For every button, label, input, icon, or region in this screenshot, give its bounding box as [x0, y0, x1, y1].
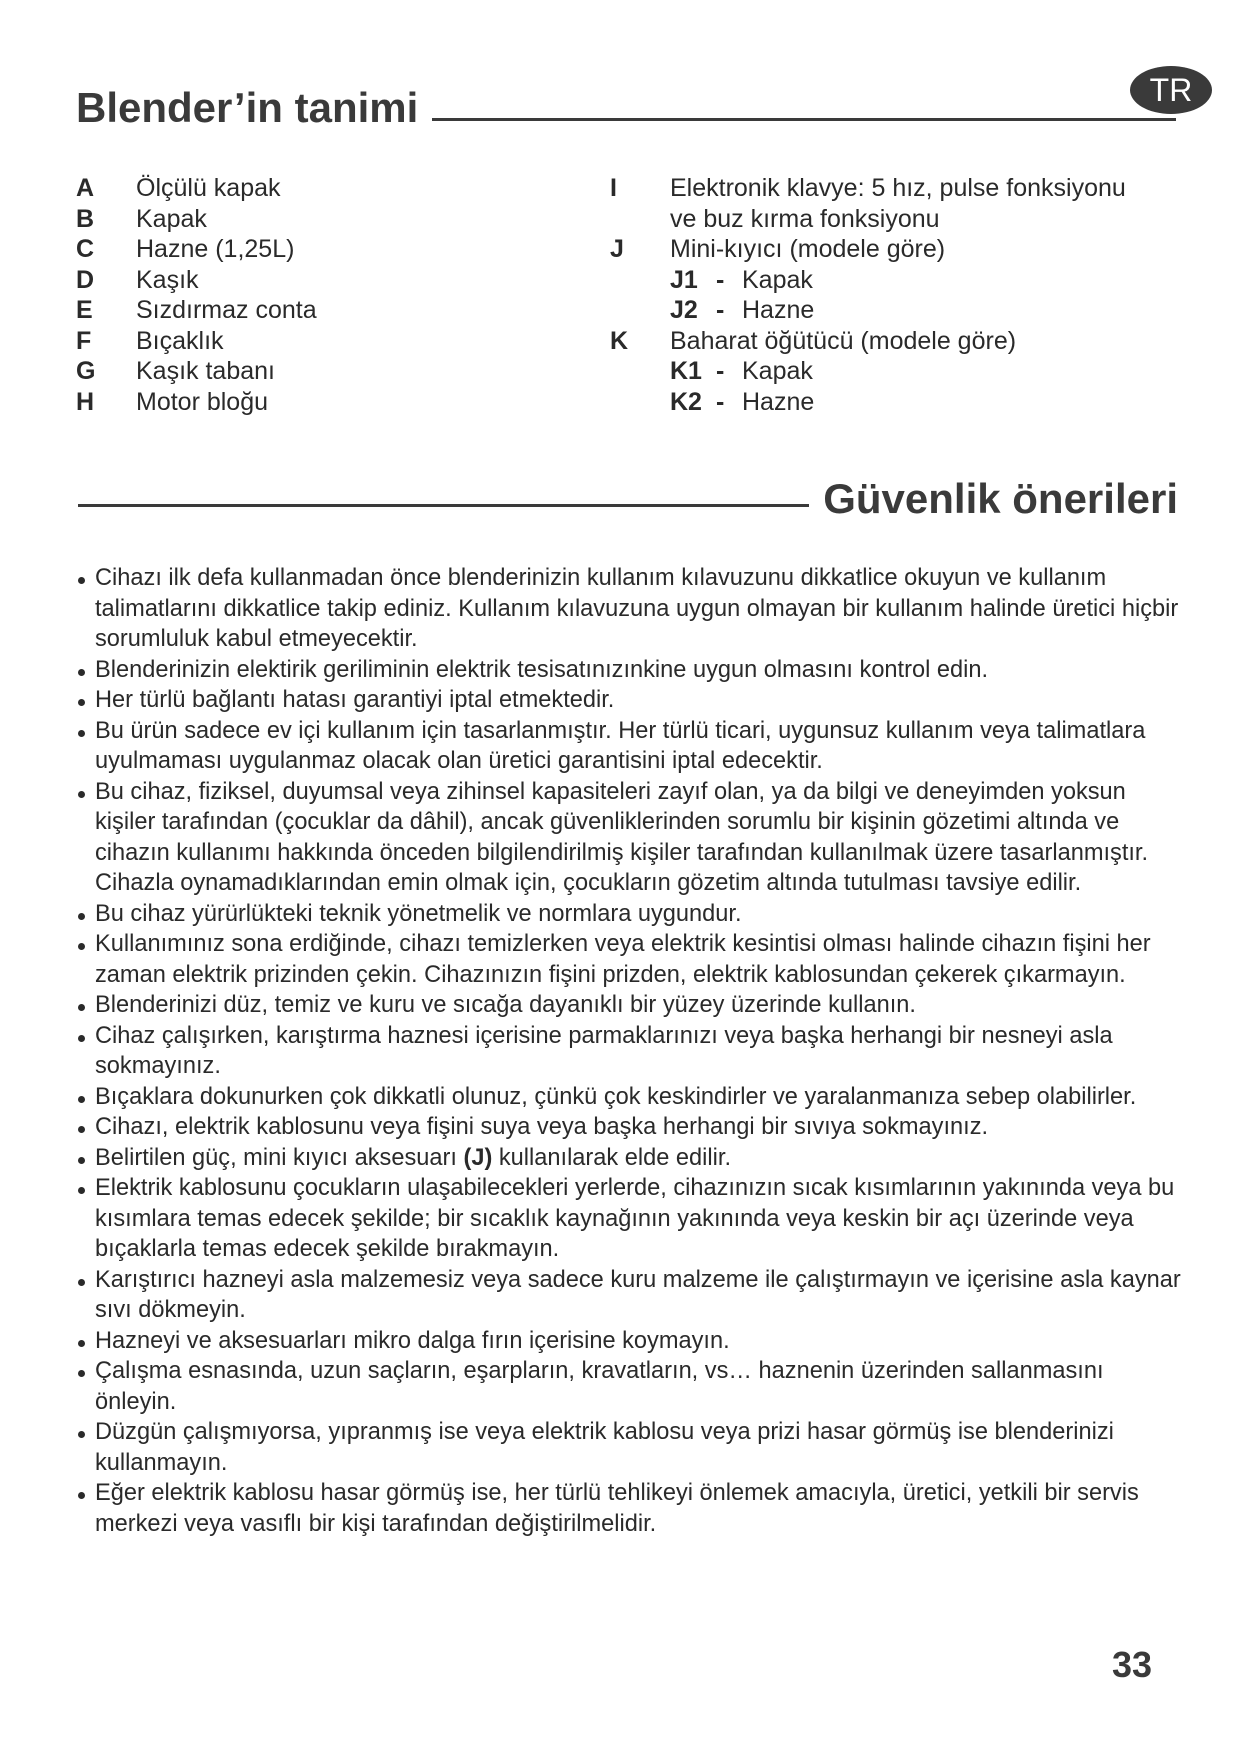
safety-item: Eğer elektrik kablosu hasar görmüş ise, her türlü tehlikeyi önlemek amacıyla, üretici, yetkili bir servis merkezi veya vasıflı bir kişi tarafından değiştirilmelidir. [76, 1478, 1186, 1539]
sub-part-label: Hazne [742, 387, 815, 416]
part-item [76, 234, 596, 265]
safety-item: Bu ürün sadece ev içi kullanım için tasarlanmıştır. Her türlü ticari, uygunsuz kullanım veya talimatlara uyulmaması uygulanmaz olacak olan üretici garantisini iptal edecektir. [76, 716, 1186, 777]
part-label: Kaşık [136, 265, 199, 294]
safety-item: Düzgün çalışmıyorsa, yıpranmış ise veya elektrik kablosu veya prizi hasar görmüş ise blenderinizi kullanmayın. [76, 1417, 1186, 1478]
power-note-text: Belirtilen güç, mini kıyıcı aksesuarı [95, 1144, 464, 1171]
safety-header [78, 475, 1178, 523]
sub-part-dash: - [716, 357, 725, 385]
safety-item: Çalışma esnasında, uzun saçların, eşarpların, kravatların, vs… haznenin üzerinden sallanmasını önleyin. [76, 1356, 1186, 1417]
part-letter: D [76, 265, 95, 294]
safety-item: Cihaz çalışırken, karıştırma haznesi içerisine parmaklarınızı veya başka herhangi bir nesneyi asla sokmayınız. [76, 1021, 1186, 1082]
description-header [76, 84, 1176, 132]
part-label: Mini-kıyıcı (modele göre) [670, 235, 946, 263]
part-label: Elektronik klavye: 5 hız, pulse fonksiyonu [670, 174, 1126, 202]
safety-item: Blenderinizi düz, temiz ve kuru ve sıcağa dayanıklı bir yüzey üzerinde kullanın. [76, 990, 1186, 1021]
part-label: Baharat öğütücü (modele göre) [670, 326, 1017, 355]
title-rule [78, 504, 809, 507]
safety-list [76, 563, 1186, 1539]
part-letter: K [610, 326, 629, 355]
sub-part-dash: - [716, 265, 725, 294]
title-rule [432, 118, 1176, 121]
part-label: Bıçaklık [136, 326, 224, 355]
part-label: Kaşık tabanı [136, 357, 275, 385]
part-label: Ölçülü kapak [136, 174, 281, 202]
safety-item-power-note [76, 1143, 1186, 1174]
safety-item: Kullanımınız sona erdiğinde, cihazı temizlerken veya elektrik kesintisi olması halinde cihazın fişini her zaman elektrik prizinden çekin. Cihazınızın fişini prizden, elektrik kablosundan çekerek çıkarmayın. [76, 929, 1186, 990]
part-label-continued: ve buz kırma fonksiyonu [670, 204, 940, 233]
sub-part-code: K1 [670, 357, 702, 385]
power-note-bold: (J) [463, 1144, 493, 1171]
sub-part-code: J1 [670, 265, 698, 294]
power-note-text-end: kullanılarak elde edilir. [492, 1144, 732, 1171]
safety-item: Karıştırıcı hazneyi asla malzemesiz veya sadece kuru malzeme ile çalıştırmayın ve içerisine asla kaynar sıvı dökmeyin. [76, 1265, 1186, 1326]
part-label: Kapak [136, 204, 207, 233]
part-letter: J [610, 235, 624, 263]
part-letter: C [76, 235, 95, 263]
part-item [76, 326, 596, 357]
part-item [76, 173, 596, 204]
sub-part-item [670, 265, 945, 296]
part-label: Hazne (1,25L) [136, 235, 295, 263]
part-letter: B [76, 204, 95, 233]
safety-item: Cihazı, elektrik kablosunu veya fişini suya veya başka herhangi bir sıvıya sokmayınız. [76, 1112, 1186, 1143]
sub-part-code: K2 [670, 387, 702, 416]
part-letter: I [610, 174, 617, 202]
parts-list-right [610, 173, 1170, 417]
safety-item: Bıçaklara dokunurken çok dikkatli olunuz, çünkü çok keskindirler ve yaralanmanıza sebep olabilirler. [76, 1082, 1186, 1113]
page-number: 33 [1112, 1644, 1153, 1685]
safety-item: Hazneyi ve aksesuarları mikro dalga fırın içerisine koymayın. [76, 1326, 1186, 1357]
safety-item: Bu cihaz yürürlükteki teknik yönetmelik ve normlara uygundur. [76, 899, 1186, 930]
part-item [610, 234, 1170, 326]
sub-part-label: Kapak [742, 357, 813, 385]
part-item [76, 204, 596, 235]
part-label: Motor bloğu [136, 387, 269, 416]
part-letter: E [76, 296, 93, 324]
part-item [76, 387, 596, 418]
part-item [76, 295, 596, 326]
part-label: Sızdırmaz conta [136, 296, 317, 324]
part-item [610, 173, 1170, 234]
safety-item: Cihazı ilk defa kullanmadan önce blenderinizin kullanım kılavuzunu dikkatlice okuyun ve kullanım talimatlarını dikkatlice takip ediniz. Kullanım kılavuzuna uygun olmayan bir kullanım halinde üretici hiçbir sorumluluk kabul etmeyecektir. [76, 563, 1186, 655]
sub-part-dash: - [716, 387, 725, 416]
part-letter: H [76, 387, 95, 416]
sub-part-label: Hazne [742, 296, 815, 324]
safety-item: Elektrik kablosunu çocukların ulaşabilecekleri yerlerde, cihazınızın sıcak kısımlarının yakınında veya bu kısımlara temas edecek şekilde; bir sıcaklık kaynağının yakınında veya keskin bir açı üzerinde veya bıçaklarla temas edecek şekilde bırakmayın. [76, 1173, 1186, 1265]
sub-part-item [670, 387, 1016, 418]
part-letter: F [76, 326, 92, 355]
part-letter: G [76, 357, 96, 385]
sub-part-dash: - [716, 296, 725, 324]
part-letter: A [76, 174, 95, 202]
parts-list-left [76, 173, 596, 417]
sub-part-item [670, 356, 1016, 387]
part-item [610, 326, 1170, 418]
safety-item: Blenderinizin elektirik geriliminin elektrik tesisatınızınkine uygun olmasını kontrol edin. [76, 655, 1186, 686]
sub-part-item [670, 295, 945, 326]
safety-item: Bu cihaz, fiziksel, duyumsal veya zihinsel kapasiteleri zayıf olan, ya da bilgi ve deneyimden yoksun kişiler tarafından (çocuklar da dâhil), ancak güvenliklerinden sorumlu bir kişinin gözetimi altında ve cihazın kullanımı hakkında önceden bilgilendirilmiş kişiler tarafından kullanılmak üzere tasarlanmıştır. Cihazla oynamadıklarından emin olmak için, çocukların gözetim altında tutulması tavsiye edilir. [76, 777, 1186, 899]
sub-part-code: J2 [670, 296, 698, 324]
language-badge: TR [1130, 66, 1212, 114]
safety-item: Her türlü bağlantı hatası garantiyi iptal etmektedir. [76, 685, 1186, 716]
part-item [76, 265, 596, 296]
part-item [76, 356, 596, 387]
safety-title: Güvenlik önerileri [823, 475, 1178, 522]
description-title: Blender’in tanimi [76, 84, 419, 131]
sub-part-label: Kapak [742, 265, 813, 294]
